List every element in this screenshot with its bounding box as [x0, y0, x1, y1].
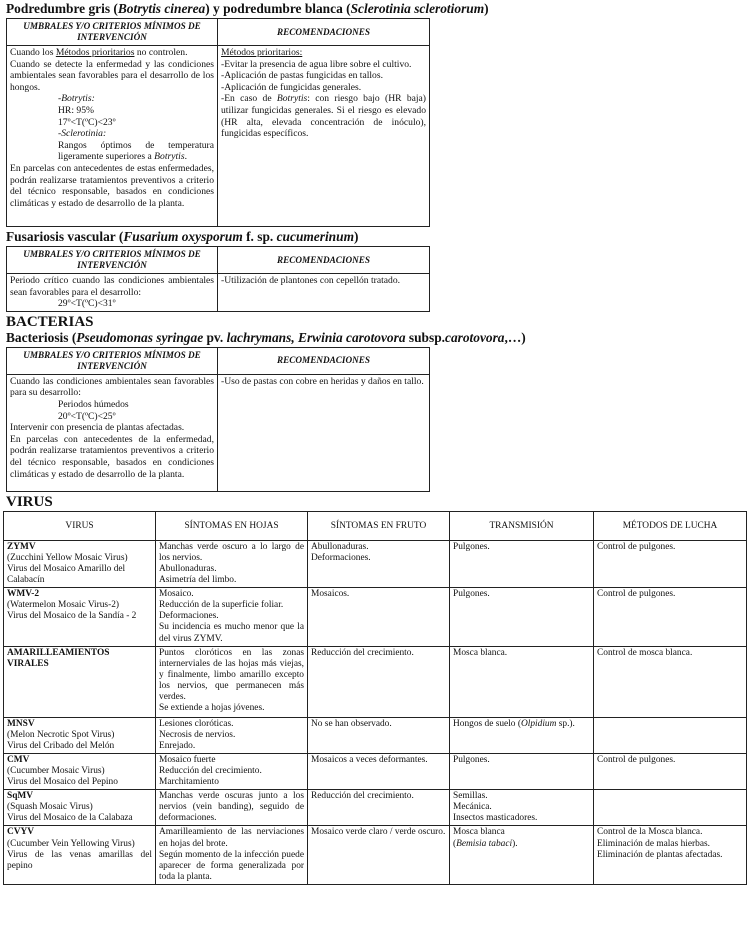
line: -En caso de Botrytis: con riesgo bajo (HR baja) utilizar fungicidas generales. Si el riesgo es elevado (HR alta, elevada concentración de inóculo), fungicidas específicos.	[221, 93, 427, 140]
line: Intervenir con presencia de plantas afectadas.	[10, 422, 185, 434]
transmision-cell: Pulgones.	[450, 753, 594, 789]
col-header-sintomas-hojas: SÍNTOMAS EN HOJAS	[156, 511, 308, 540]
line: Cuando se detecte la enfermedad y las condiciones ambientales sean favorables para el desarrollo de los hongos.	[10, 58, 214, 93]
recomendaciones-cell	[218, 46, 430, 227]
lucha-cell	[594, 717, 747, 753]
heading-text: Podredumbre gris (	[6, 1, 118, 16]
virus-cell: CMV (Cucumber Mosaic Virus) Virus del Mosaico del Pepino	[4, 753, 156, 789]
section-heading-podredumbre	[6, 1, 746, 17]
col-header-umbrales: UMBRALES Y/O CRITERIOS MÍNIMOS DE INTERVENCIÓN	[7, 19, 218, 46]
line: 29º<T(ºC)<31º	[58, 298, 116, 310]
transmision-cell: Semillas. Mecánica. Insectos masticadores.	[450, 790, 594, 826]
virus-cell: MNSV (Melon Necrotic Spot Virus) Virus del Cribado del Melón	[4, 717, 156, 753]
recomendaciones-cell	[218, 274, 430, 312]
virus-cell: CVYV (Cucumber Vein Yellowing Virus) Virus de las venas amarillas del pepino	[4, 826, 156, 884]
lucha-cell	[594, 790, 747, 826]
line: -Aplicación de pastas fungicidas en tallos.	[221, 70, 383, 82]
lucha-cell: Control de mosca blanca.	[594, 646, 747, 717]
lucha-cell: Control de pulgones.	[594, 753, 747, 789]
table-row	[4, 717, 747, 753]
hojas-cell: Lesiones cloróticas. Necrosis de nervios. Enrejado.	[156, 717, 308, 753]
table-row	[4, 753, 747, 789]
podredumbre-table	[6, 18, 430, 227]
fruto-cell: Abullonaduras. Deformaciones.	[308, 540, 450, 587]
bacteriosis-table	[6, 347, 430, 492]
line: -Aplicación de fungicidas generales.	[221, 81, 362, 93]
transmision-cell: Pulgones.	[450, 540, 594, 587]
virus-table	[3, 511, 747, 885]
col-header-umbrales: UMBRALES Y/O CRITERIOS MÍNIMOS DE INTERVENCIÓN	[7, 247, 218, 274]
line: Rangos óptimos de temperatura ligeramente superiores a Botrytis.	[58, 139, 214, 163]
heading-species: Sclerotinia sclerotiorum	[350, 1, 485, 16]
col-header-transmision: TRANSMISIÓN	[450, 511, 594, 540]
line: Métodos prioritarios:	[221, 47, 303, 58]
section-heading-bacteriosis: Bacteriosis (Pseudomonas syringae pv. lachrymans, Erwinia carotovora subsp.carotovora,…)	[6, 329, 526, 345]
lucha-cell: Control de pulgones.	[594, 540, 747, 587]
fruto-cell: Reducción del crecimiento.	[308, 646, 450, 717]
hojas-cell: Manchas verde oscuro a lo largo de los nervios. Abullonaduras. Asimetría del limbo.	[156, 540, 308, 587]
fruto-cell: Mosaico verde claro / verde oscuro.	[308, 826, 450, 884]
hojas-cell: Amarilleamiento de las nerviaciones en hojas del brote. Según momento de la infección puede aparecer de forma generalizada por toda la planta.	[156, 826, 308, 884]
col-header-umbrales: UMBRALES Y/O CRITERIOS MÍNIMOS DE INTERVENCIÓN	[7, 347, 218, 374]
table-row	[4, 646, 747, 717]
line: -Uso de pastas con cobre en heridas y daños en tallo.	[221, 375, 424, 387]
line: -Sclerotinia:	[58, 128, 107, 140]
virus-cell: AMARILLEAMIENTOS VIRALES	[4, 646, 156, 717]
table-row	[4, 790, 747, 826]
col-header-sintomas-fruto: SÍNTOMAS EN FRUTO	[308, 511, 450, 540]
line: 20º<T(ºC)<25º	[58, 410, 116, 422]
page	[6, 0, 746, 885]
virus-cell: WMV-2 (Watermelon Mosaic Virus-2) Virus del Mosaico de la Sandía - 2	[4, 588, 156, 646]
fruto-cell: Mosaicos a veces deformantes.	[308, 753, 450, 789]
hojas-cell: Mosaico. Reducción de la superficie foliar. Deformaciones. Su incidencia es mucho menor que la del virus ZYMV.	[156, 588, 308, 646]
table-row	[4, 826, 747, 884]
line: -Utilización de plantones con cepellón tratado.	[221, 275, 401, 286]
line: Periodo crítico cuando las condiciones ambientales sean favorables para el desarrollo:	[10, 275, 214, 298]
hojas-cell: Manchas verde oscuras junto a los nervios (vein banding), seguido de deformaciones.	[156, 790, 308, 826]
recomendaciones-cell	[218, 374, 430, 491]
virus-cell: ZYMV (Zucchini Yellow Mosaic Virus) Virus del Mosaico Amarillo del Calabacín	[4, 540, 156, 587]
heading-text: ) y podredumbre blanca (	[205, 1, 351, 16]
umbrales-cell	[7, 274, 218, 312]
line: Cuando los Métodos prioritarios no controlen.	[10, 47, 188, 58]
col-header-recomendaciones: RECOMENDACIONES	[218, 19, 430, 46]
fusariosis-table	[6, 246, 430, 312]
line: Periodos húmedos	[58, 398, 129, 410]
virus-title: VIRUS	[6, 493, 53, 510]
transmision-cell: Mosca blanca (Bemisia tabaci).	[450, 826, 594, 884]
umbrales-cell	[7, 374, 218, 491]
line: Cuando las condiciones ambientales sean favorables para su desarrollo:	[10, 375, 214, 399]
virus-cell: SqMV (Squash Mosaic Virus) Virus del Mosaico de la Calabaza	[4, 790, 156, 826]
line: 17º<T(ºC)<23º	[58, 116, 116, 128]
col-header-virus: VIRUS	[4, 511, 156, 540]
fruto-cell: No se han observado.	[308, 717, 450, 753]
transmision-cell: Hongos de suelo (Olpidium sp.).	[450, 717, 594, 753]
heading-species: Botrytis cinerea	[117, 1, 206, 16]
bacterias-title: BACTERIAS	[6, 313, 94, 330]
hojas-cell: Mosaico fuerte Reducción del crecimiento. Marchitamiento	[156, 753, 308, 789]
table-row	[4, 588, 747, 646]
lucha-cell: Control de pulgones.	[594, 588, 747, 646]
line: En parcelas con antecedentes de estas enfermedades, podrán realizarse tratamientos preventivos a criterio del técnico responsable, basados en condiciones climáticas y estado de desarrollo de la planta.	[10, 162, 214, 209]
fruto-cell: Reducción del crecimiento.	[308, 790, 450, 826]
lucha-cell: Control de la Mosca blanca. Eliminación de malas hierbas. Eliminación de plantas afectadas.	[594, 826, 747, 884]
transmision-cell: Pulgones.	[450, 588, 594, 646]
line: HR: 95%	[58, 104, 94, 116]
col-header-recomendaciones: RECOMENDACIONES	[218, 247, 430, 274]
line: -Botrytis:	[58, 93, 95, 105]
hojas-cell: Puntos cloróticos en las zonas internerviales de las hojas más viejas, y finalmente, limbo amarillo excepto los nervios, que permanecen más verdes. Se extiende a hojas jóvenes.	[156, 646, 308, 717]
line: -Evitar la presencia de agua libre sobre el cultivo.	[221, 58, 412, 70]
heading-text: )	[484, 1, 489, 16]
table-row	[4, 540, 747, 587]
fruto-cell: Mosaicos.	[308, 588, 450, 646]
line: En parcelas con antecedentes de la enfermedad, podrán realizarse tratamientos preventivos a criterio del técnico responsable, basados en condiciones climáticas y estado de desarrollo de la planta.	[10, 433, 214, 480]
transmision-cell: Mosca blanca.	[450, 646, 594, 717]
umbrales-cell	[7, 46, 218, 227]
col-header-metodos-lucha: MÉTODOS DE LUCHA	[594, 511, 747, 540]
section-heading-fusariosis: Fusariosis vascular (Fusarium oxysporum f. sp. cucumerinum)	[6, 229, 359, 244]
col-header-recomendaciones: RECOMENDACIONES	[218, 347, 430, 374]
